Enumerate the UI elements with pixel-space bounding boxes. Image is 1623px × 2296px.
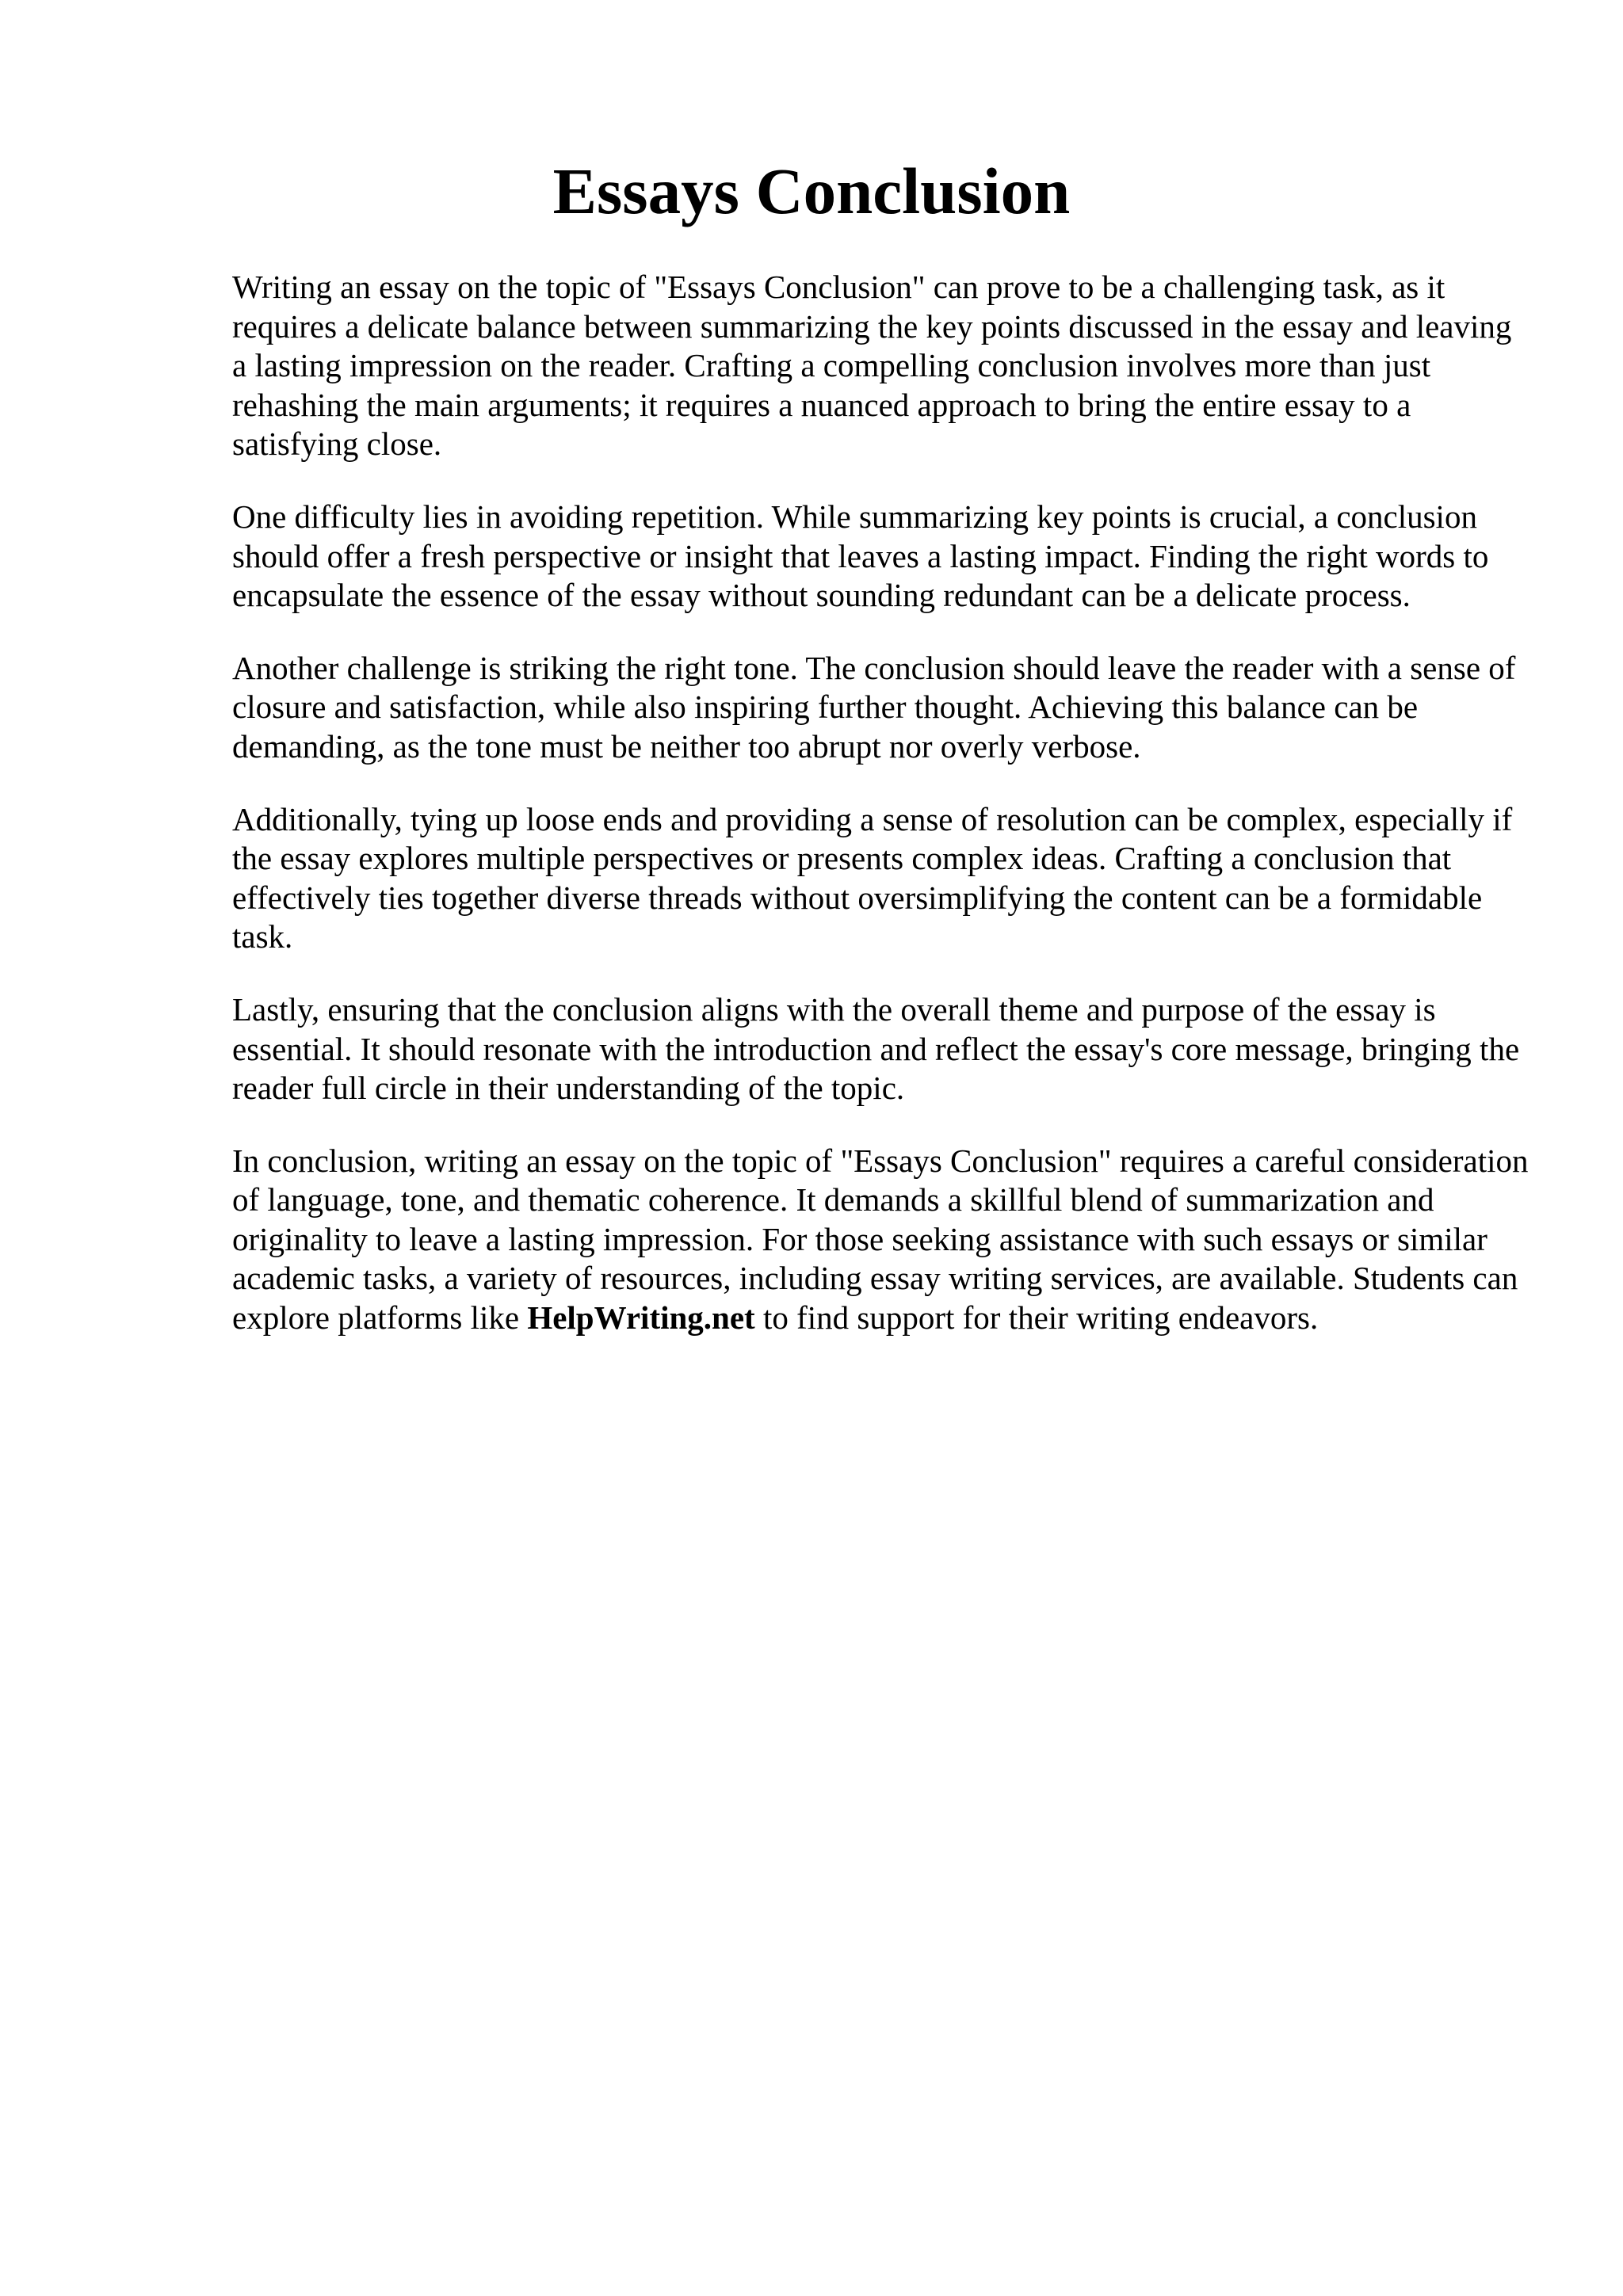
paragraph-final — [232, 1142, 1532, 1338]
final-paragraph-text-after-link: to find support for their writing endeavors. — [754, 1299, 1319, 1337]
helpwriting-link[interactable]: HelpWriting.net — [527, 1299, 755, 1337]
paragraph-2: One difficulty lies in avoiding repetition. While summarizing key points is crucial, a conclusion should offer a fresh perspective or insight that leaves a lasting impact. Finding the right words to encapsulate the essence of the essay without sounding redundant can be a delicate process. — [232, 498, 1489, 614]
page-title: Essays Conclusion — [552, 154, 1071, 227]
paragraph-4: Additionally, tying up loose ends and providing a sense of resolution can be complex, especially if the essay explores multiple perspectives or presents complex ideas. Crafting a conclusion that effectively ties together diverse threads without oversimplifying the content can be a formidable task. — [232, 800, 1513, 955]
final-paragraph-text-before-link: In conclusion, writing an essay on the topic of "Essays Conclusion" requires a careful consideration of language, tone, and thematic coherence. It demands a skillful blend of summarization and originality to leave a lasting impression. For those seeking assistance with such essays or similar academic tasks, a variety of resources, including essay writing services, are available. Students can explore platforms like — [232, 1142, 1529, 1337]
paragraph-5: Lastly, ensuring that the conclusion aligns with the overall theme and purpose of the essay is essential. It should resonate with the introduction and reflect the essay's core message, bringing the reader full circle in their understanding of the topic. — [232, 990, 1520, 1107]
document-body — [232, 268, 1532, 1338]
paragraph-1: Writing an essay on the topic of "Essays Conclusion" can prove to be a challenging task, as it requires a delicate balance between summarizing the key points discussed in the essay and leaving a lasting impression on the reader. Crafting a compelling conclusion involves more than just rehashing the main arguments; it requires a nuanced approach to bring the entire essay to a satisfying close. — [232, 269, 1512, 463]
paragraph-3: Another challenge is striking the right tone. The conclusion should leave the reader with a sense of closure and satisfaction, while also inspiring further thought. Achieving this balance can be demanding, as the tone must be neither too abrupt nor overly verbose. — [232, 649, 1516, 765]
